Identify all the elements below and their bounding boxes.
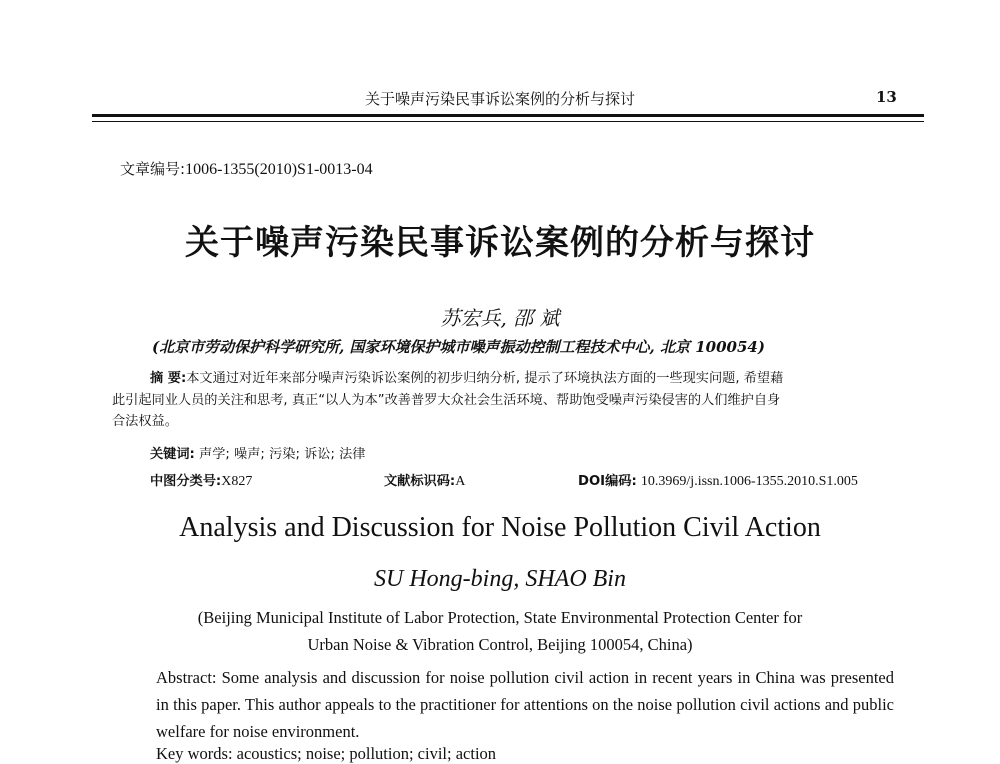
doi-value: 10.3969/j.issn.1006-1355.2010.S1.005: [640, 474, 858, 489]
abstract-cn-line: [112, 368, 894, 390]
clc-number: [150, 470, 252, 490]
article-title-cn: 关于噪声污染民事诉讼案例的分析与探讨: [185, 223, 815, 263]
affiliation-en-line-1: (Beijing Municipal Institute of Labor Protection, State Environmental Protection Center for: [197, 608, 803, 627]
keywords-cn: [150, 443, 365, 462]
keywords-cn-label: 关键词:: [150, 447, 195, 462]
affiliation-cn: (北京市劳动保护科学研究所, 国家环境保护城市噪声振动控制工程技术中心, 北京 100054): [152, 338, 765, 356]
abstract-cn-line-3: 合法权益。: [112, 414, 178, 429]
doc-code-label: 文献标识码:: [384, 474, 456, 489]
keywords-cn-value: 声学; 噪声; 污染; 诉讼; 法律: [199, 447, 366, 462]
article-number: [120, 158, 373, 179]
abstract-cn-line-1: 本文通过对近年来部分噪声污染诉讼案例的初步归纳分析, 提示了环境执法方面的一些现实问题, 希望藉: [186, 371, 784, 386]
keywords-en: [156, 744, 496, 764]
abstract-en-label: Abstract:: [156, 668, 217, 687]
abstract-en-paragraph: [112, 664, 894, 745]
keywords-en-label: Key words:: [156, 744, 233, 763]
clc-label: 中图分类号:: [150, 474, 222, 489]
doc-code-value: A: [455, 474, 466, 489]
doi: [578, 470, 858, 490]
clc-value: X827: [221, 474, 253, 489]
abstract-cn-line-2: 此引起同业人员的关注和思考, 真正“以人为本”改善普罗大众社会生活环境、帮助饱受噪声污染侵害的人们维护自身: [112, 392, 781, 408]
doi-label: DOI编码:: [578, 474, 637, 489]
authors-cn: 苏宏兵, 邵 斌: [440, 306, 560, 330]
abstract-en: [112, 664, 894, 745]
article-number-label: 文章编号:: [120, 160, 186, 178]
affiliation-en: [0, 604, 1000, 658]
running-head: 关于噪声污染民事诉讼案例的分析与探讨: [364, 90, 635, 108]
keywords-en-value: acoustics; noise; pollution; civil; action: [236, 744, 497, 763]
article-title-en: Analysis and Discussion for Noise Pollution Civil Action: [179, 512, 821, 543]
page-number: 13: [876, 88, 897, 106]
authors-en: SU Hong-bing, SHAO Bin: [374, 566, 626, 592]
abstract-en-text: Some analysis and discussion for noise pollution civil action in recent years in China was presented in this paper. This author appeals to the practitioner for attentions on the noise pollution civil actions and public welfare for noise environment.: [156, 668, 895, 741]
abstract-cn-label: 摘 要:: [150, 371, 187, 386]
article-number-value: 1006-1355(2010)S1-0013-04: [185, 161, 373, 178]
affiliation-en-line-2: Urban Noise & Vibration Control, Beijing 100054, China): [307, 635, 693, 654]
document-code: [384, 470, 465, 490]
header-rule-thin: [92, 121, 924, 122]
header-rule-thick: [92, 114, 924, 117]
abstract-cn: [112, 368, 894, 433]
